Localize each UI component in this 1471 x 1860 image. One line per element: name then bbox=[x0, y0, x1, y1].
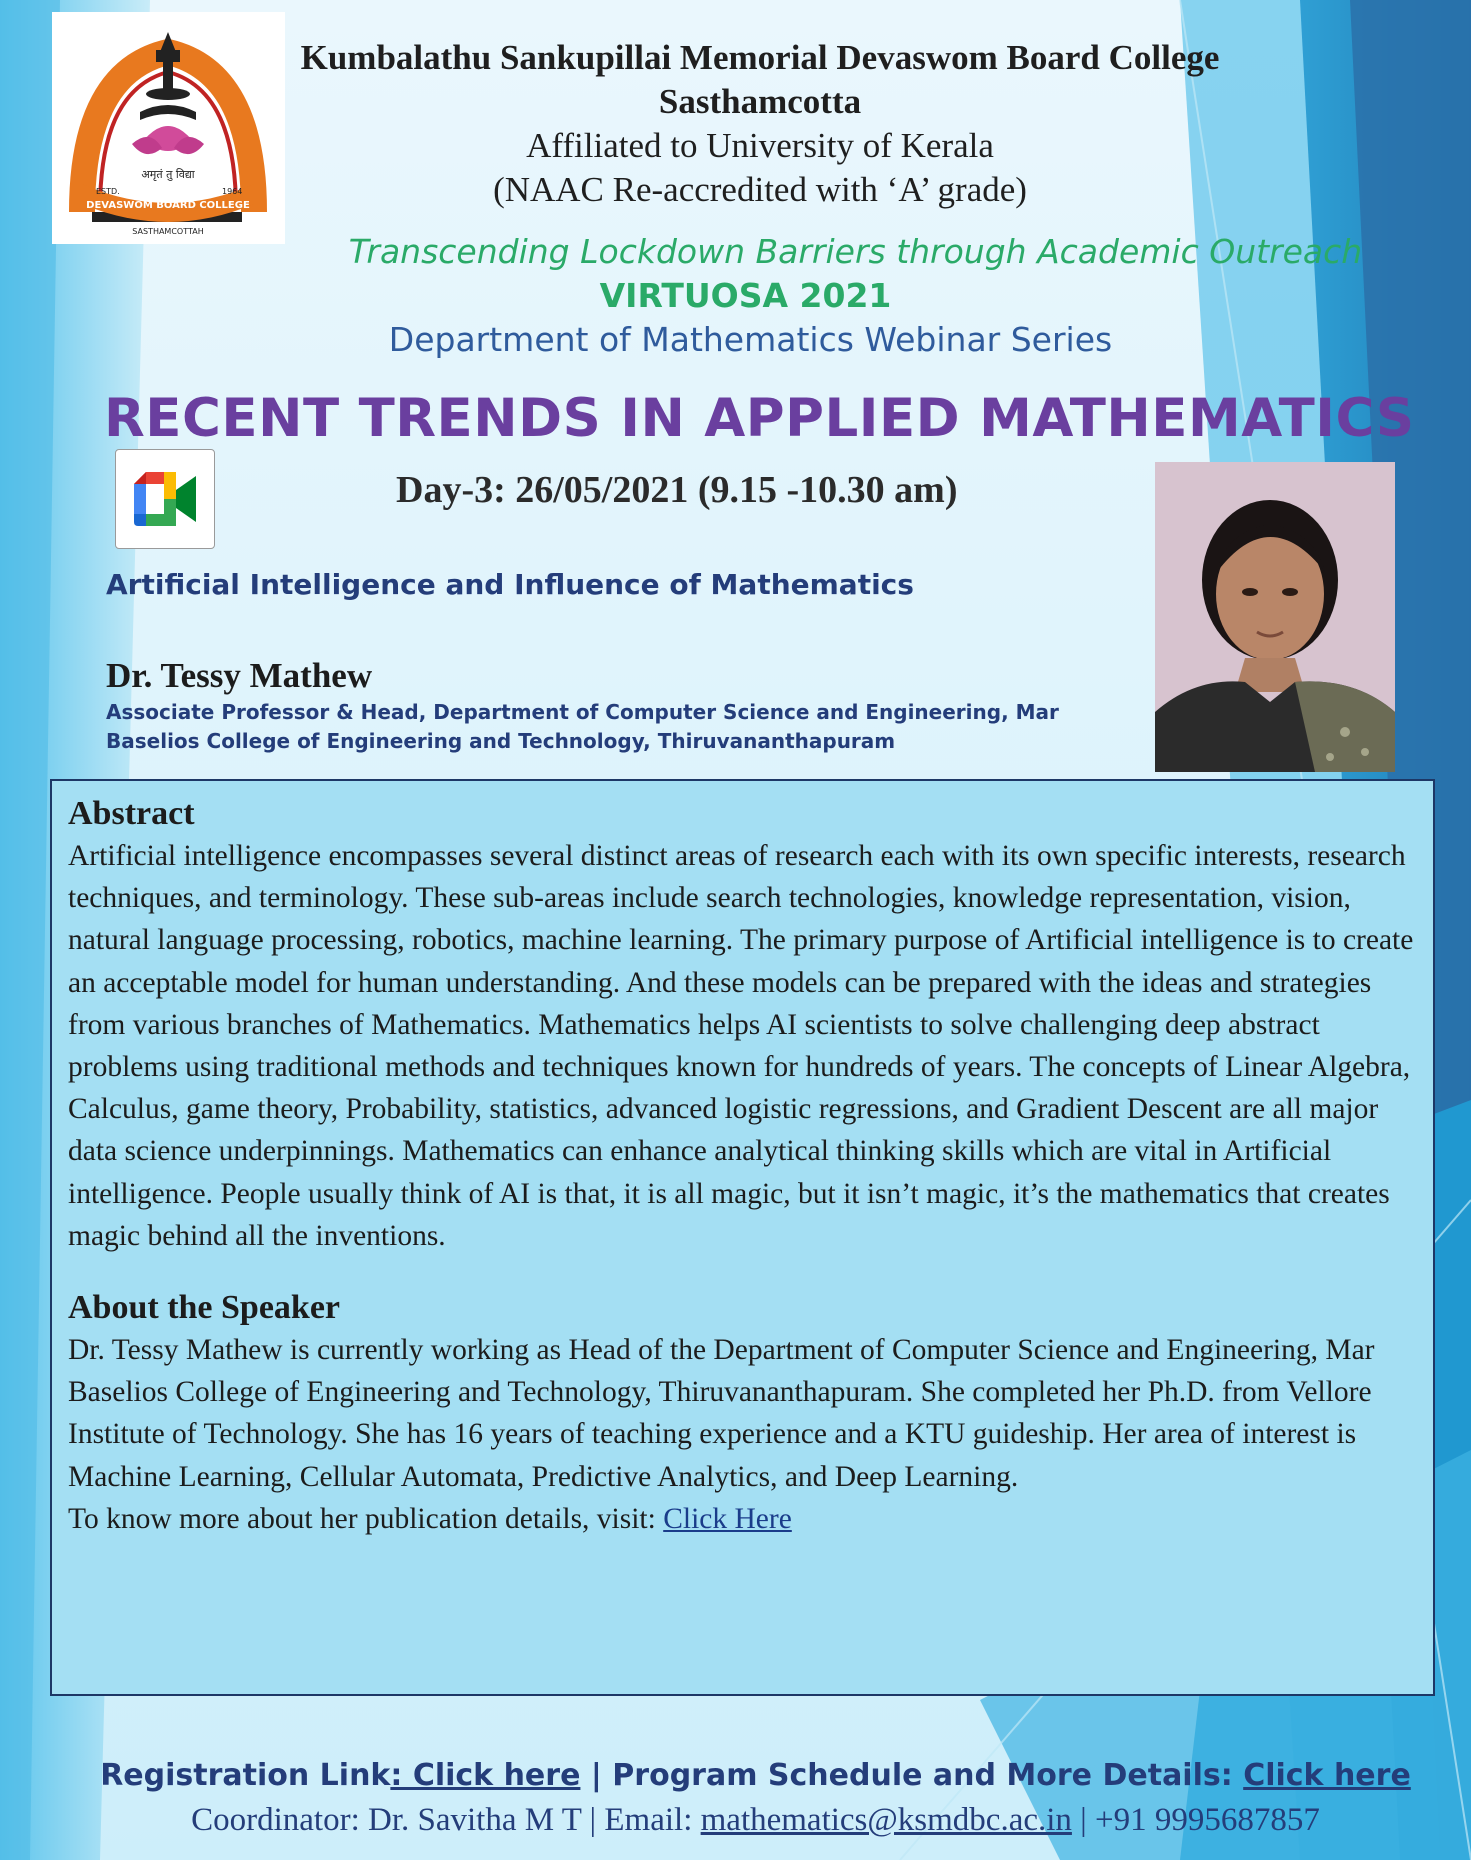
logo-banner-text: DEVASWOM BOARD COLLEGE bbox=[86, 200, 250, 211]
schedule-link[interactable]: Click here bbox=[1243, 1758, 1411, 1793]
speaker-name: Dr. Tessy Mathew bbox=[106, 656, 373, 695]
publication-prefix: To know more about her publication details, visit: bbox=[68, 1502, 664, 1535]
about-speaker-text: Dr. Tessy Mathew is currently working as Head of the Department of Computer Science and Engineering, Mar Baselios College of Engineering and Technology, Thiruvananthapuram. She completed her Ph.D. from Vellore Institute of Technology. She has 16 years of teaching experience and a KTU guideship. Her area of interest is Machine Learning, Cellular Automata, Predictive Analytics, and Deep Learning. bbox=[68, 1334, 1375, 1493]
college-header bbox=[200, 36, 1320, 212]
google-meet-icon bbox=[116, 450, 214, 548]
coordinator-text: Coordinator: Dr. Savitha M T | Email: bbox=[191, 1802, 701, 1838]
logo-motto: अमृतं तु विद्या bbox=[141, 168, 195, 181]
registration-label: Registration Link bbox=[100, 1758, 391, 1793]
series-tagline: Transcending Lockdown Barriers through Academic Outreach bbox=[348, 232, 1363, 271]
about-speaker-heading: About the Speaker bbox=[68, 1289, 341, 1327]
logo-place-text: SASTHAMCOTTAH bbox=[132, 227, 204, 236]
series-department: Department of Mathematics Webinar Series bbox=[388, 320, 1113, 359]
footer-links bbox=[0, 1758, 1471, 1793]
email-link[interactable]: mathematics@ksmdbc.ac.in bbox=[700, 1802, 1072, 1838]
platform-badge bbox=[115, 449, 215, 549]
talk-title: Artificial Intelligence and Influence of Mathematics bbox=[106, 568, 914, 601]
abstract-heading: Abstract bbox=[68, 795, 195, 832]
event-title: RECENT TRENDS IN APPLIED MATHEMATICS bbox=[104, 388, 1415, 449]
publication-link[interactable]: Click Here bbox=[663, 1502, 792, 1535]
college-location: Sasthamcotta bbox=[658, 82, 862, 121]
speaker-photo-icon bbox=[1155, 462, 1395, 772]
phone-text: | +91 9995687857 bbox=[1071, 1802, 1320, 1838]
college-affiliation: Affiliated to University of Kerala bbox=[526, 126, 994, 165]
abstract-text: Artificial intelligence encompasses several distinct areas of research each with its own specific interests, research techniques, and terminology. These sub-areas include search technologies, knowledge representation, vision, natural language processing, robotics, machine learning. The primary purpose of Artificial intelligence is to create an acceptable model for human understanding. And these models can be prepared with the ideas and strategies from various branches of Mathematics. Mathematics helps AI scientists to solve challenging deep abstract problems using traditional methods and techniques known for hundreds of years. The concepts of Linear Algebra, Calculus, game theory, Probability, statistics, advanced logistic regressions, and Gradient Descent are all major data science underpinnings. Mathematics can enhance analytical thinking skills which are vital in Artificial intelligence. People usually think of AI is that, it is all magic, but it isn’t magic, it’s the mathematics that creates magic behind all the inventions. bbox=[68, 840, 1414, 1252]
event-day-time: Day-3: 26/05/2021 (9.15 -10.30 am) bbox=[396, 469, 958, 511]
logo-estd-label: ESTD. bbox=[96, 187, 120, 196]
publication-line bbox=[68, 1498, 1419, 1540]
series-name: VIRTUOSA 2021 bbox=[599, 276, 892, 315]
registration-link[interactable]: : Click here bbox=[390, 1758, 581, 1793]
logo-estd-year: 1964 bbox=[222, 187, 243, 196]
speaker-affiliation: Associate Professor & Head, Department of Computer Science and Engineering, Mar Baselios College of Engineering and Technology, Thiruvananthapuram bbox=[106, 700, 1059, 753]
speaker-photo bbox=[1155, 462, 1395, 772]
college-accreditation: (NAAC Re-accredited with ‘A’ grade) bbox=[493, 170, 1027, 209]
abstract-panel bbox=[50, 779, 1435, 1696]
schedule-label: Program Schedule and More Details: bbox=[612, 1758, 1244, 1793]
college-name: Kumbalathu Sankupillai Memorial Devaswom Board College bbox=[300, 38, 1220, 77]
footer-separator: | bbox=[580, 1758, 613, 1793]
footer-contact bbox=[0, 1802, 1471, 1839]
